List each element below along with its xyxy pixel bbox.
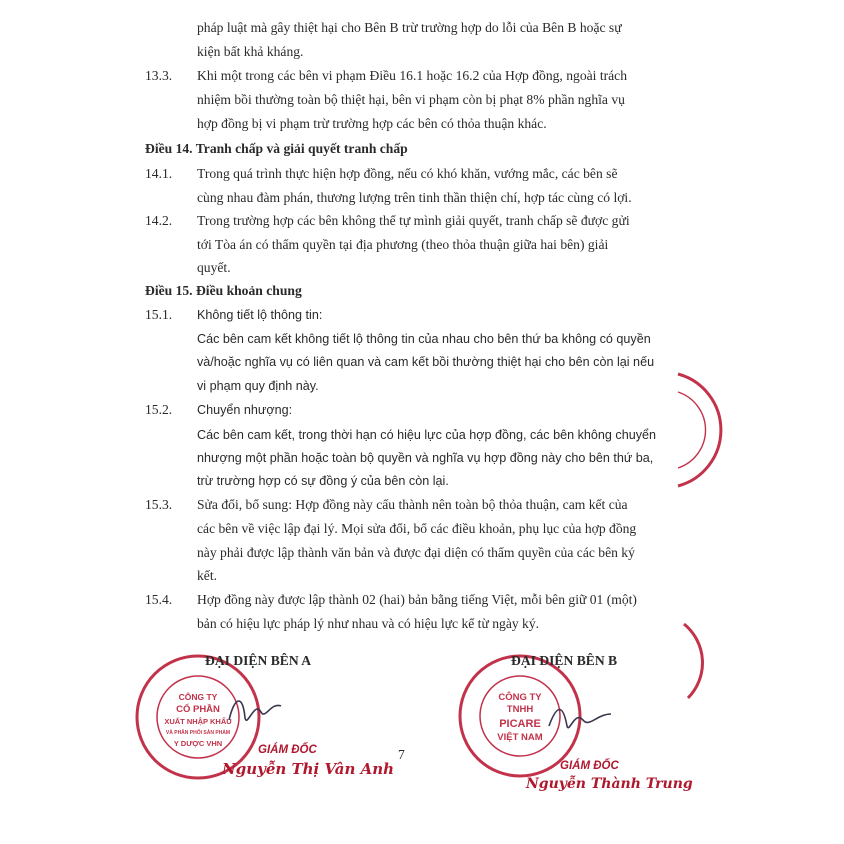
- paragraph-line: trừ trường hợp có sự đồng ý của bên còn lại.: [197, 474, 449, 488]
- clause-number: 15.4.: [145, 592, 173, 607]
- article-heading: Điều 14. Tranh chấp và giải quyết tranh chấp: [145, 141, 408, 156]
- signature-a-scribble: [225, 690, 285, 730]
- paragraph-line: nhượng một phần hoặc toàn bộ quyền và nghĩa vụ hợp đồng này cho bên thứ ba,: [197, 451, 654, 465]
- stamp-a-line: Y DƯỢC VHN: [173, 739, 223, 748]
- paragraph-line: Các bên cam kết không tiết lộ thông tin của nhau cho bên thứ ba không có quyền: [197, 332, 651, 346]
- paragraph-line: Sửa đổi, bổ sung: Hợp đồng này cấu thành nên toàn bộ thỏa thuận, cam kết của: [197, 497, 628, 512]
- paragraph-line: quyết.: [197, 260, 231, 275]
- paragraph-line: vi phạm quy định này.: [197, 379, 319, 393]
- paragraph-line: các bên về việc lập đại lý. Mọi sửa đổi, bổ các điều khoản, phụ lục của hợp đồng: [197, 521, 637, 536]
- side-stamp: [670, 370, 730, 490]
- paragraph-line: Hợp đồng này được lập thành 02 (hai) bản bằng tiếng Việt, mỗi bên giữ 01 (một): [197, 592, 637, 607]
- clause-number: 13.3.: [145, 68, 173, 83]
- clause-number: 15.2.: [145, 402, 173, 417]
- rep-b-heading: ĐẠI DIỆN BÊN B: [511, 653, 618, 668]
- stamp-a-line: XUẤT NHẬP KHẨU: [164, 717, 232, 726]
- director-title-a: GIÁM ĐỐC: [258, 744, 317, 756]
- stamp-b-line: CÔNG TY: [498, 692, 542, 703]
- paragraph-line: và/hoặc nghĩa vụ có liên quan và cam kết bồi thường thiệt hại cho bên còn lại nếu: [197, 355, 655, 369]
- paragraph-line: Các bên cam kết, trong thời hạn có hiệu lực của hợp đồng, các bên không chuyển: [197, 428, 657, 442]
- paragraph-line: Trong trường hợp các bên không thể tự mình giải quyết, tranh chấp sẽ được gửi: [197, 213, 630, 228]
- stamp-a-line: VÀ PHÂN PHỐI SẢN PHẨM: [165, 730, 231, 736]
- paragraph-line: cùng nhau đàm phán, thương lượng trên tinh thần thiện chí, hợp tác cùng có lợi.: [197, 190, 632, 205]
- page-number: 7: [398, 747, 405, 762]
- paragraph-line: pháp luật mà gây thiệt hại cho Bên B trừ trường hợp do lỗi của Bên B hoặc sự: [197, 20, 622, 35]
- stamp-b-line: TNHH: [506, 704, 534, 715]
- paragraph-line: bản có hiệu lực pháp lý như nhau và có hiệu lực kể từ ngày ký.: [197, 616, 540, 631]
- clause-number: 15.1.: [145, 307, 173, 322]
- paragraph-line: hợp đồng bị vi phạm trừ trường hợp các bên có thỏa thuận khác.: [197, 116, 547, 131]
- paragraph-line: Không tiết lộ thông tin:: [197, 308, 323, 322]
- stamp-b-line: PICARE: [499, 718, 541, 730]
- paragraph-line: kiện bất khả kháng.: [197, 44, 304, 59]
- director-name-a: Nguyễn Thị Vân Anh: [222, 760, 395, 778]
- clause-number: 14.1.: [145, 166, 173, 181]
- paragraph-line: Trong quá trình thực hiện hợp đồng, nếu có khó khăn, vướng mắc, các bên sẽ: [197, 166, 618, 181]
- paragraph-line: này phải được lập thành văn bản và được đại diện có thẩm quyền của các bên ký: [197, 545, 635, 560]
- side-stamp-bottom: [680, 620, 710, 700]
- paragraph-line: nhiệm bồi thường toàn bộ thiệt hại, bên vi phạm còn bị phạt 8% phần nghĩa vụ: [197, 92, 625, 107]
- clause-number: 15.3.: [145, 497, 173, 512]
- signature-b-scribble: [545, 700, 615, 736]
- article-heading: Điều 15. Điều khoản chung: [145, 283, 302, 298]
- paragraph-line: Chuyển nhượng:: [197, 403, 293, 417]
- paragraph-line: Khi một trong các bên vi phạm Điều 16.1 hoặc 16.2 của Hợp đồng, ngoài trách: [197, 68, 627, 83]
- clause-number: 14.2.: [145, 213, 173, 228]
- stamp-a-line: CỔ PHẦN: [176, 704, 220, 715]
- director-title-b: GIÁM ĐỐC: [560, 760, 619, 772]
- stamp-a-line: CÔNG TY: [178, 692, 218, 702]
- paragraph-line: kết.: [197, 568, 218, 583]
- rep-a-heading: ĐẠI DIỆN BÊN A: [205, 653, 312, 668]
- stamp-b-line: VIỆT NAM: [497, 732, 543, 743]
- director-name-b: Nguyễn Thành Trung: [526, 776, 693, 792]
- paragraph-line: tới Tòa án có thẩm quyền tại địa phương (theo thỏa thuận giữa hai bên) giải: [197, 237, 609, 252]
